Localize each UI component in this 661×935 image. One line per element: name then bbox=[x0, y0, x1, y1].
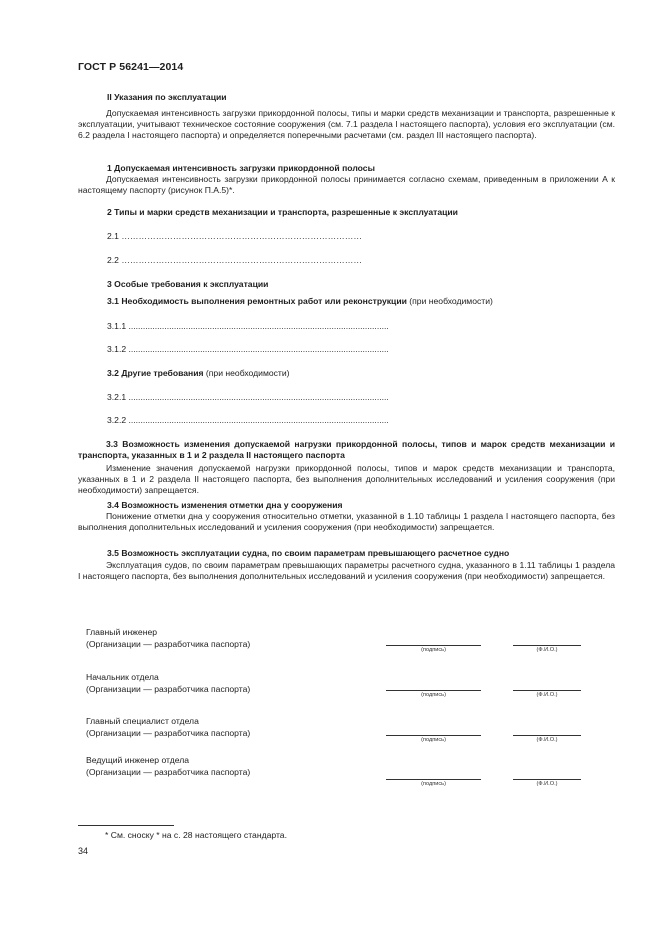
fio-line bbox=[513, 735, 581, 736]
s32-item-1: 3.2.1 ............................................................................................................. bbox=[107, 392, 389, 402]
fio-caption: (Ф.И.О.) bbox=[536, 647, 558, 653]
s32-note: (при необходимости) bbox=[203, 368, 290, 378]
signature-line bbox=[386, 735, 481, 736]
s31-item-1: 3.1.1 ............................................................................................................. bbox=[107, 321, 389, 331]
footnote: * См. сноску * на с. 28 настоящего стандарта. bbox=[105, 830, 287, 840]
document-header: ГОСТ Р 56241—2014 bbox=[78, 61, 184, 73]
intro-paragraph: Допускаемая интенсивность загрузки прикордонной полосы, типы и марки средств механизации и транспорта, разрешенные к эксплуатации, учитывают техническое состояние сооружения (см. 7.1 раздела I настоящего паспорта), условия его эксплуатации (см. 6.2 раздела I настоящего паспорта) и определяется поперечными расчетами (см. раздел III настоящего паспорта). bbox=[78, 108, 615, 141]
signature-org: (Организации — разработчика паспорта) bbox=[86, 684, 251, 694]
s33-text: Изменение значения допускаемой нагрузки прикордонной полосы, типов и марок средств механизации и транспорта, указанных в 1 и 2 раздела II настоящего паспорта, без выполнения дополнительных исследований и усиления сооружения (при необходимости) запрещается. bbox=[78, 463, 615, 496]
signature-role: Начальник отдела bbox=[86, 672, 159, 682]
section-title: II Указания по эксплуатации bbox=[107, 92, 227, 102]
signature-caption: (подпись) bbox=[421, 737, 446, 743]
signature-line bbox=[386, 779, 481, 780]
s3-title: 3 Особые требования к эксплуатации bbox=[107, 279, 269, 289]
s32-item-2: 3.2.2 ............................................................................................................. bbox=[107, 415, 389, 425]
s32-heading bbox=[107, 368, 290, 379]
s31-note: (при необходимости) bbox=[406, 296, 493, 306]
s1-text: Допускаемая интенсивность загрузки прикордонной полосы принимается согласно схемам, приведенным в приложении А к настоящему паспорту (рисунок П.А.5)*. bbox=[78, 174, 615, 196]
fio-line bbox=[513, 645, 581, 646]
s32-title: 3.2 Другие требования bbox=[107, 368, 204, 378]
signature-org: (Организации — разработчика паспорта) bbox=[86, 639, 251, 649]
signature-org: (Организации — разработчика паспорта) bbox=[86, 728, 251, 738]
signature-role: Главный специалист отдела bbox=[86, 716, 199, 726]
signature-org: (Организации — разработчика паспорта) bbox=[86, 767, 251, 777]
signature-caption: (подпись) bbox=[421, 647, 446, 653]
s1-title: 1 Допускаемая интенсивность загрузки прикордонной полосы bbox=[107, 163, 375, 173]
signature-line bbox=[386, 690, 481, 691]
s34-title: 3.4 Возможность изменения отметки дна у сооружения bbox=[107, 500, 343, 510]
fio-line bbox=[513, 779, 581, 780]
s35-text: Эксплуатация судов, по своим параметрам превышающих параметры расчетного судна, указанного в 1.11 таблицы 1 раздела I настоящего паспорта, без выполнения дополнительных исследований и усиления сооружения (при необходимости) запрещается. bbox=[78, 560, 615, 582]
fio-caption: (Ф.И.О.) bbox=[536, 692, 558, 698]
fio-caption: (Ф.И.О.) bbox=[536, 781, 558, 787]
s2-item-1: 2.1 ………………………………………………………………………… bbox=[107, 231, 362, 241]
s34-text: Понижение отметки дна у сооружения относительно отметки, указанной в 1.10 таблицы 1 раздела I настоящего паспорта, без выполнения дополнительных исследований и усиления сооружения (при необходимости) запрещается. bbox=[78, 511, 615, 533]
signature-caption: (подпись) bbox=[421, 781, 446, 787]
s2-item-2: 2.2 ………………………………………………………………………… bbox=[107, 255, 362, 265]
s35-title: 3.5 Возможность эксплуатации судна, по своим параметрам превышающего расчетное судно bbox=[107, 548, 510, 558]
signature-role: Ведущий инженер отдела bbox=[86, 755, 190, 765]
s2-title: 2 Типы и марки средств механизации и транспорта, разрешенные к эксплуатации bbox=[107, 207, 458, 217]
s31-heading bbox=[107, 296, 493, 307]
s31-item-2: 3.1.2 ............................................................................................................. bbox=[107, 344, 389, 354]
s31-title: 3.1 Необходимость выполнения ремонтных работ или реконструкции bbox=[107, 296, 407, 306]
signature-role: Главный инженер bbox=[86, 627, 158, 637]
s33-title: 3.3 Возможность изменения допускаемой нагрузки прикордонной полосы, типов и марок средств механизации и транспорта, указанных в 1 и 2 раздела II настоящего паспорта bbox=[78, 439, 615, 461]
signature-caption: (подпись) bbox=[421, 692, 446, 698]
fio-caption: (Ф.И.О.) bbox=[536, 737, 558, 743]
footnote-rule bbox=[78, 825, 174, 826]
signature-line bbox=[386, 645, 481, 646]
page-number: 34 bbox=[78, 846, 89, 856]
fio-line bbox=[513, 690, 581, 691]
